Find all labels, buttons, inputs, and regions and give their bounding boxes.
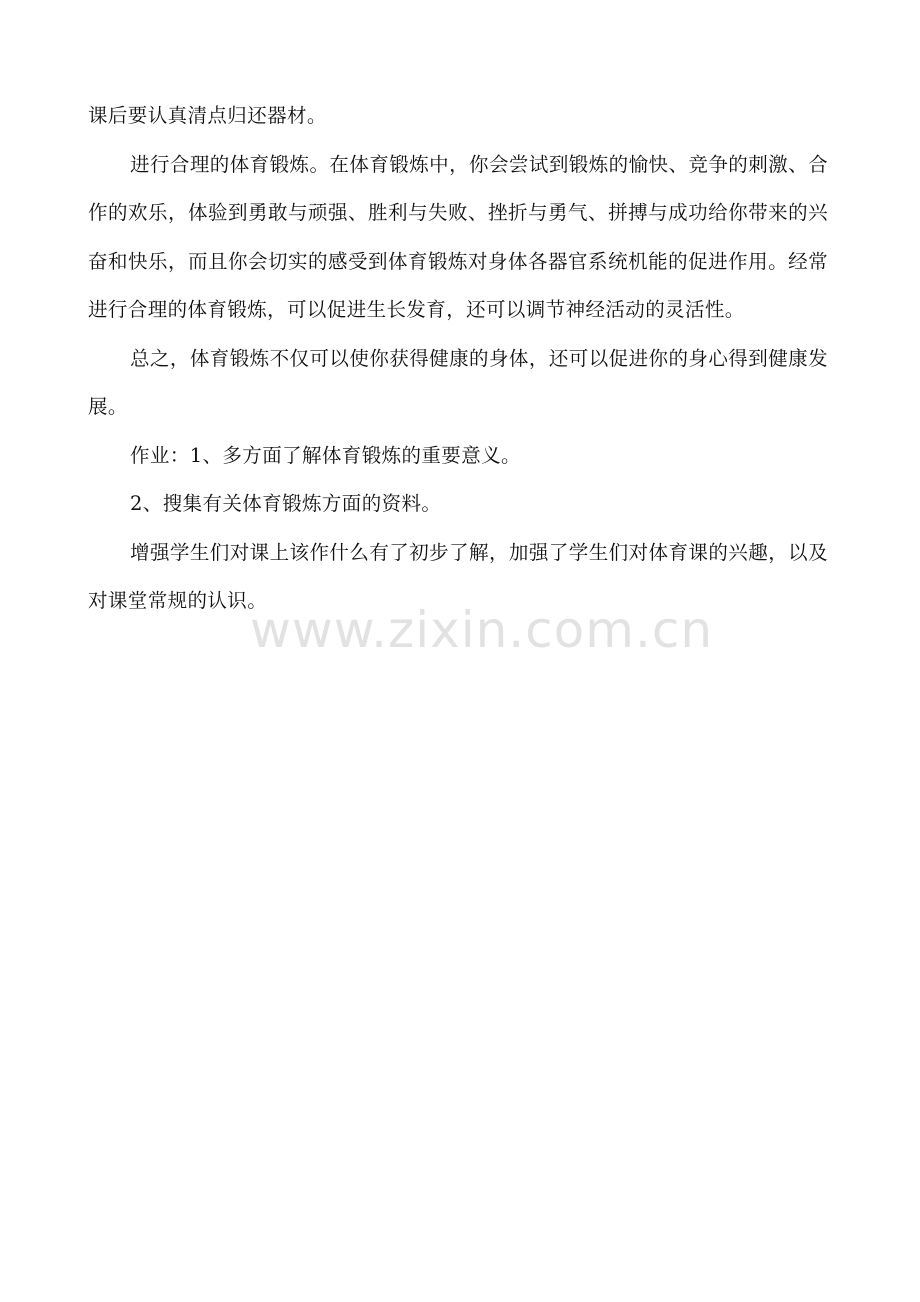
watermark: www.zixin.com.cn [250,601,714,659]
paragraph-reflection: 增强学生们对课上该作什么有了初步了解，加强了学生们对体育课的兴趣，以及对课堂常规的认识。 [88,540,828,612]
paragraph-summary: 总之，体育锻炼不仅可以使你获得健康的身体，还可以促进你的身心得到健康发展。 [88,346,828,418]
document-body [88,92,828,626]
paragraph-homework-2: 2、搜集有关体育锻炼方面的资料。 [130,492,442,515]
paragraph-equipment-return: 课后要认真清点归还器材。 [88,104,327,127]
paragraph-homework-1: 作业：1、多方面了解体育锻炼的重要意义。 [130,443,521,467]
paragraph-reasonable-exercise: 进行合理的体育锻炼。在体育锻炼中，你会尝试到锻炼的愉快、竞争的刺激、合作的欢乐，体验到勇敢与顽强、胜利与失败、挫折与勇气、拼搏与成功给你带来的兴奋和快乐，而且你会切实的感受到体育锻炼对身体各器官系统机能的促进作用。经常进行合理的体育锻炼，可以促进生长发育，还可以调节神经活动的灵活性。 [88,152,828,321]
